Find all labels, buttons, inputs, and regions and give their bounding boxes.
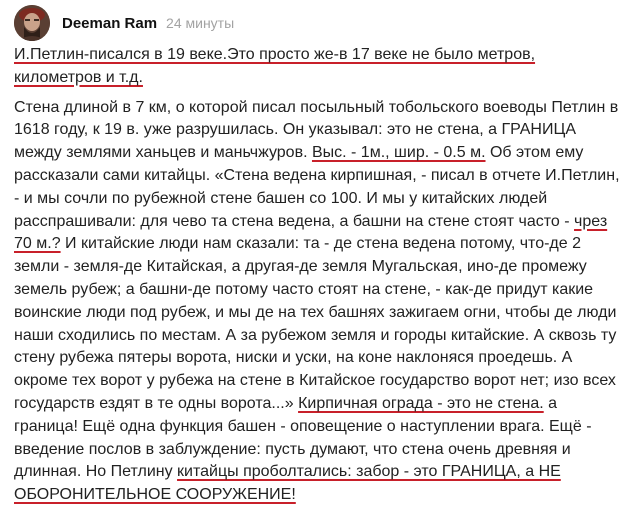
- highlighted-brick-fence: Кирпичная ограда - это не стена.: [298, 394, 544, 412]
- comment-timestamp: 24 минуты: [166, 15, 235, 31]
- highlighted-dimensions: Выс. - 1м., шир. - 0.5 м.: [311, 144, 486, 162]
- avatar-portrait-icon: [14, 5, 50, 41]
- comment-main-paragraph: [14, 97, 620, 507]
- highlighted-tower-spacing: чрез 70 м.?: [14, 212, 608, 253]
- text-segment: И китайские люди нам сказали: та - де стена ведена потому, что-де 2 земли - земля-де Китайская, а другая-де земля Мугальская, ино-де промежу земель рубеж; а башни-де потому часто стоят на стене, - как-де придут какие воинские люди под рубеж, и мы де на тех башнях зажигаем огни, чтобы де люди наши сходились по местам. А за рубежом земля и городы китайские. А сквозь ту стену рубежа пятеры ворота, ниски и уски, на коне наклоняся проедешь. А окроме тех ворот у рубежа на стене в Китайское государство ворот нет; изо всех государств ездят в те одны ворота...»: [14, 235, 617, 412]
- text-segment: а граница! Ещё одна функция башен - оповещение о наступлении врага. Ещё - введение послов в заблуждение: пусть думают, что стена очень древняя и длинная. Но Петлину: [14, 394, 592, 481]
- avatar[interactable]: [14, 5, 50, 41]
- highlighted-lead-text: И.Петлин-писался в 19 веке.Это просто же-в 17 веке не было метров, километров и т.д.: [14, 46, 536, 86]
- comment-header: [14, 5, 234, 41]
- text-segment: Стена длиной в 7 км, о которой писал посыльный тобольского воеводы Петлин в 1618 году, к 19 в. уже разрушилась. Он указывал: это не стена, а ГРАНИЦА между землями ханьцев и маньчжуров.: [14, 98, 619, 162]
- author-name[interactable]: Deeman Ram: [62, 14, 158, 32]
- text-segment: Об этом ему рассказали сами китайцы. «Стена ведена кирпишная, - писал в отчете И.Петлин, - и мы сочли по рубежной стене башен со 100. И мы у китайских людей расспрашивали: для чево та стена ведена, а башни на стене стоят часто -: [14, 144, 620, 230]
- highlighted-conclusion: китайцы проболтались: забор - это ГРАНИЦА, а НЕ ОБОРОНИТЕЛЬНОЕ СООРУЖЕНИЕ!: [14, 463, 561, 504]
- comment-body: [14, 44, 620, 507]
- comment-lead-paragraph: [14, 44, 620, 90]
